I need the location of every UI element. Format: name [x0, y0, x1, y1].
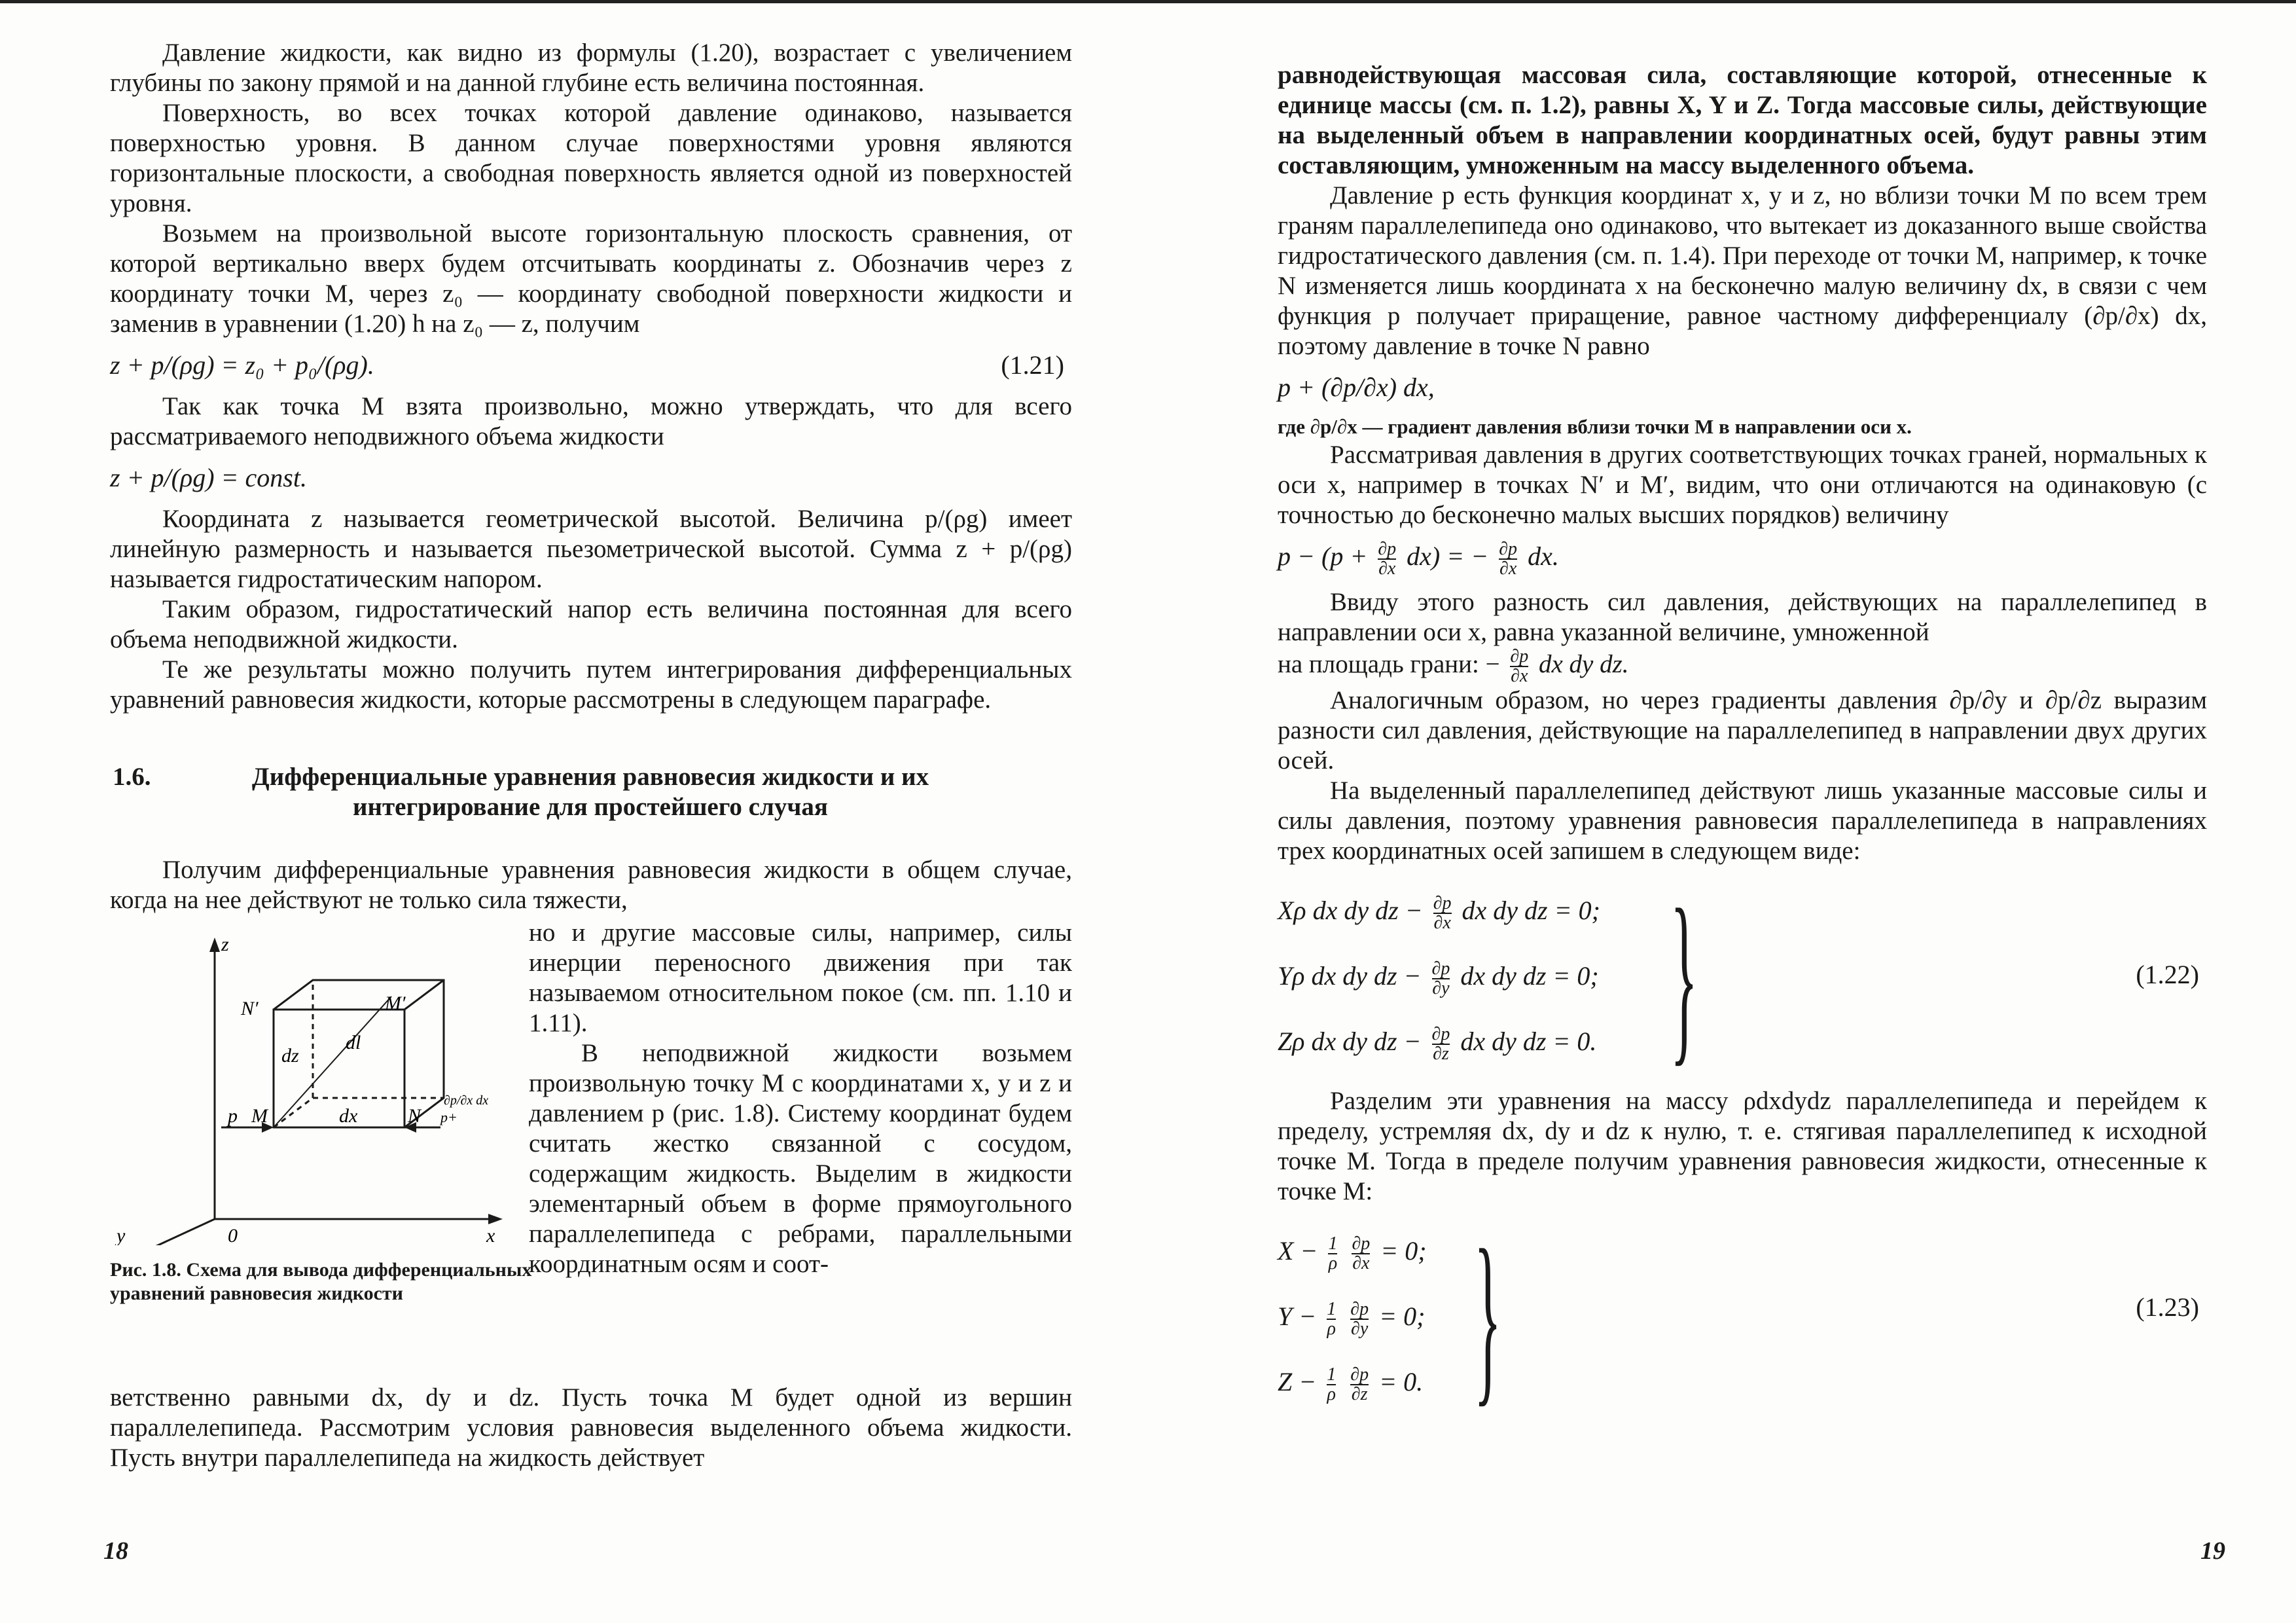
equation-line [1278, 1284, 1427, 1349]
equation-part: dx dy dz = 0. [1460, 1026, 1597, 1056]
equation-lines [1278, 1218, 1427, 1415]
paragraph: Рассматривая давления в других соответствующих точках граней, нормальных к оси x, например в точках N′ и M′, видим, что они отличаются на одинаковую (с точностью до бесконечно малых высших порядков) величину [1278, 441, 2207, 529]
label-x: x [486, 1225, 495, 1245]
fraction [1433, 894, 1452, 932]
page-number: 19 [2200, 1537, 2225, 1565]
equation-part: dx. [1528, 541, 1559, 571]
equation-1-21 [110, 348, 1072, 382]
numerator: ∂p [1431, 1023, 1450, 1044]
figure-1-8 [110, 918, 529, 1245]
label-m-prime: M′ [385, 993, 406, 1014]
paragraph: где ∂p/∂x — градиент давления вблизи точки M в направлении оси x. [1278, 415, 1912, 438]
section-number: 1.6. [113, 763, 151, 791]
y-axis [130, 1219, 215, 1245]
numerator: 1 [1327, 1298, 1336, 1319]
denominator: ρ [1327, 1383, 1336, 1404]
fraction [1352, 1235, 1370, 1273]
equation-text: p + (∂p/∂x) dx, [1278, 373, 1435, 402]
denominator: ∂x [1352, 1252, 1370, 1273]
paragraph: Ввиду этого разность сил давления, действующих на параллелепипед в направлении оси x, равна указанной величине, умноженной [1278, 587, 2207, 646]
equation-const [110, 461, 1072, 495]
paragraph: Таким образом, гидростатический напор есть величина постоянная для всего объема неподвижной жидкости. [110, 595, 1072, 653]
equation-part: X − [1278, 1235, 1318, 1266]
equation-part: p − (p + [1278, 541, 1368, 571]
label-n-prime: N′ [241, 998, 259, 1019]
wrapped-text [529, 918, 1072, 1279]
fraction [1432, 1025, 1450, 1063]
equation-line [1278, 943, 1600, 1009]
fraction [1432, 960, 1450, 998]
fraction [1350, 1300, 1369, 1338]
equation-part: dx dy dz = 0; [1462, 895, 1600, 925]
section-title: Дифференциальные уравнения равновесия жидкости и их интегрирование для простейшего случая [251, 763, 929, 821]
equation-part: Xρ dx dy dz − [1278, 895, 1423, 925]
equation-number: (1.22) [2136, 959, 2199, 989]
equation-part: Y − [1278, 1301, 1317, 1331]
text-run: dx dy dz. [1538, 649, 1629, 678]
label-dx: dx [339, 1105, 358, 1127]
equation-line [1278, 878, 1600, 943]
numerator: ∂p [1433, 892, 1452, 913]
numerator: 1 [1327, 1364, 1336, 1385]
label-origin: 0 [228, 1225, 238, 1245]
denominator: ∂y [1351, 1318, 1369, 1339]
right-page [1148, 0, 2296, 1623]
denominator: ∂x [1511, 665, 1528, 686]
paragraph: Давление жидкости, как видно из формулы (1.20), возрастает с увеличением глубины по закону прямой и на данной глубине есть величина постоянная. [110, 39, 1072, 97]
paragraph: Те же результаты можно получить путем интегрирования дифференциальных уравнений равновесия жидкости, которые рассмотрены в следующем параграфе. [110, 655, 1072, 714]
equation-lines [1278, 878, 1600, 1074]
equation-text: z + p/(ρg) = z₀ + p₀/(ρg). [110, 350, 374, 380]
fraction [1327, 1300, 1336, 1338]
left-text-column [110, 38, 1072, 1473]
equation-part: = 0. [1379, 1366, 1424, 1396]
paragraph: равнодействующая массовая сила, составляющие которой, отнесенные к единице массы (см. п. 1.2), равны X, Y и Z. Тогда массовые силы, действующие на выделенный объем в направлении координатных осей, будут равны этим составляющим, умноженным на массу выделенного объема. [1278, 61, 2207, 179]
equation-part: Z − [1278, 1366, 1317, 1396]
fraction [1499, 540, 1517, 578]
paragraph: Получим дифференциальные уравнения равновесия жидкости в общем случае, когда на нее действуют не только сила тяжести, [110, 856, 1072, 914]
top-right-edge [404, 980, 444, 1010]
fraction [1510, 647, 1528, 685]
right-brace: } [1474, 1211, 1502, 1423]
denominator: ∂y [1432, 977, 1450, 998]
z-arrowhead [209, 938, 220, 952]
label-p: p [228, 1105, 238, 1127]
denominator: ρ [1328, 1252, 1338, 1273]
paragraph [1278, 647, 2207, 685]
label-dz: dz [281, 1045, 299, 1067]
fraction [1378, 540, 1396, 578]
x-arrowhead [488, 1214, 503, 1224]
equation-line [1278, 1349, 1427, 1415]
equation-number: (1.21) [1001, 350, 1064, 380]
denominator: ∂x [1433, 912, 1451, 933]
denominator: ∂z [1433, 1043, 1449, 1064]
numerator: 1 [1328, 1233, 1338, 1254]
paragraph: Возьмем на произвольной высоте горизонтальную плоскость сравнения, от которой вертикально вверх будем отсчитывать координаты z. Обозначив через z координату точки M, через z₀ — координату свободной поверхности жидкости и заменив в уравнении (1.20) h на z₀ — z, получим [110, 219, 1072, 338]
equation-line [1278, 1009, 1600, 1074]
label-z: z [221, 934, 229, 955]
equation-number: (1.23) [2136, 1292, 2199, 1322]
fraction [1328, 1235, 1337, 1273]
denominator: ∂x [1499, 558, 1517, 579]
equation-pn [1278, 371, 2207, 405]
equation-line [1278, 1218, 1427, 1284]
denominator: ρ [1327, 1318, 1336, 1339]
numerator: ∂p [1350, 1298, 1369, 1319]
equation-part: = 0; [1379, 1301, 1426, 1331]
label-n: N [408, 1105, 422, 1127]
label-m: M [251, 1105, 268, 1127]
figure-caption: Рис. 1.8. Схема для вывода дифференциальных уравнений равновесия жидкости [110, 1259, 532, 1304]
label-dp-dx: ∂p/∂x dx [444, 1093, 489, 1108]
equation-part: = 0; [1380, 1235, 1427, 1266]
numerator: ∂p [1499, 538, 1518, 559]
fraction [1350, 1366, 1369, 1404]
denominator: ∂x [1378, 558, 1396, 579]
equation-part: dx dy dz = 0; [1460, 960, 1599, 991]
page-number: 18 [103, 1537, 128, 1565]
paragraph: Разделим эти уравнения на массу ρdxdydz параллелепипеда и перейдем к пределу, устремляя dx, dy и dz к нулю, т. е. стягивая параллелепипед к исходной точке M. Тогда в пределе получим уравнения равновесия жидкости, отнесенные к точке M: [1278, 1086, 2207, 1205]
label-y: y [117, 1225, 126, 1245]
paragraph: Поверхность, во всех точках которой давление одинаково, называется поверхностью уровня. В данном случае поверхностями уровня являются горизонтальные плоскости, а свободная поверхность является одной из поверхностей уровня. [110, 99, 1072, 217]
paragraph: Аналогичным образом, но через градиенты давления ∂p/∂y и ∂p/∂z выразим разности сил давления, действующие на параллелепипед в направлении двух других осей. [1278, 685, 2207, 775]
numerator: ∂p [1350, 1364, 1369, 1385]
denominator: ∂z [1351, 1383, 1368, 1404]
numerator: ∂p [1510, 646, 1529, 666]
label-p-plus: p+ [440, 1109, 457, 1125]
parallelepiped-diagram [110, 918, 529, 1245]
equation-part: dx) = − [1407, 541, 1489, 571]
equation-system-1-22 [1278, 870, 2207, 1082]
paragraph: На выделенный параллелепипед действуют лишь указанные массовые силы и силы давления, поэтому уравнения равновесия параллелепипеда в направлениях трех координатных осей запишем в следующем виде: [1278, 776, 2207, 865]
paragraph: В неподвижной жидкости возьмем произвольную точку M с координатами x, y и z и давлением p (рис. 1.8). Систему координат будем считать жестко связанной с сосудом, содержащим жидкость. Выделим в жидкости элементарный объем в форме прямоугольного параллелепипеда с ребрами, параллельными координатным осям и соот- [529, 1039, 1072, 1278]
numerator: ∂p [1431, 958, 1450, 979]
right-brace: } [1670, 870, 1698, 1082]
paragraph: но и другие массовые силы, например, силы инерции переносного движения при так называемом относительном покое (см. пп. 1.10 и 1.11). [529, 919, 1072, 1037]
numerator: ∂p [1352, 1233, 1371, 1254]
equation-part: Zρ dx dy dz − [1278, 1026, 1422, 1056]
paragraph: Так как точка M взята произвольно, можно утверждать, что для всего рассматриваемого неподвижного объема жидкости [110, 392, 1072, 450]
right-text-column [1278, 60, 2207, 1423]
fraction [1327, 1366, 1336, 1404]
numerator: ∂p [1378, 538, 1397, 559]
label-dl: dl [346, 1032, 361, 1053]
text-run: на площадь грани: − [1278, 649, 1500, 678]
figure-block [110, 918, 1072, 1383]
paragraph: Координата z называется геометрической высотой. Величина p/(ρg) имеет линейную размерность и называется пьезометрической высотой. Сумма z + p/(ρg) называется гидростатическим напором. [110, 505, 1072, 593]
equation-difference [1278, 539, 2207, 578]
paragraph: Давление p есть функция координат x, y и z, но вблизи точки M по всем трем граням параллелепипеда оно одинаково, что вытекает из доказанного выше свойства гидростатического давления (см. п. 1.4). При переходе от точки M, например, к точке N изменяется лишь координата x на бесконечно малую величину dx, в связи с чем функция p получает приращение, равное частному дифференциалу (∂p/∂x) dx, поэтому давление в точке N равно [1278, 181, 2207, 360]
equation-text: z + p/(ρg) = const. [110, 463, 307, 492]
section-heading [110, 762, 1072, 822]
equation-system-1-23 [1278, 1211, 2207, 1423]
paragraph: ветственно равными dx, dy и dz. Пусть точка M будет одной из вершин параллелепипеда. Рассмотрим условия равновесия выделенного объема жидкости. Пусть внутри параллелепипеда на жидкость действует [110, 1383, 1072, 1472]
equation-part: Yρ dx dy dz − [1278, 960, 1422, 991]
